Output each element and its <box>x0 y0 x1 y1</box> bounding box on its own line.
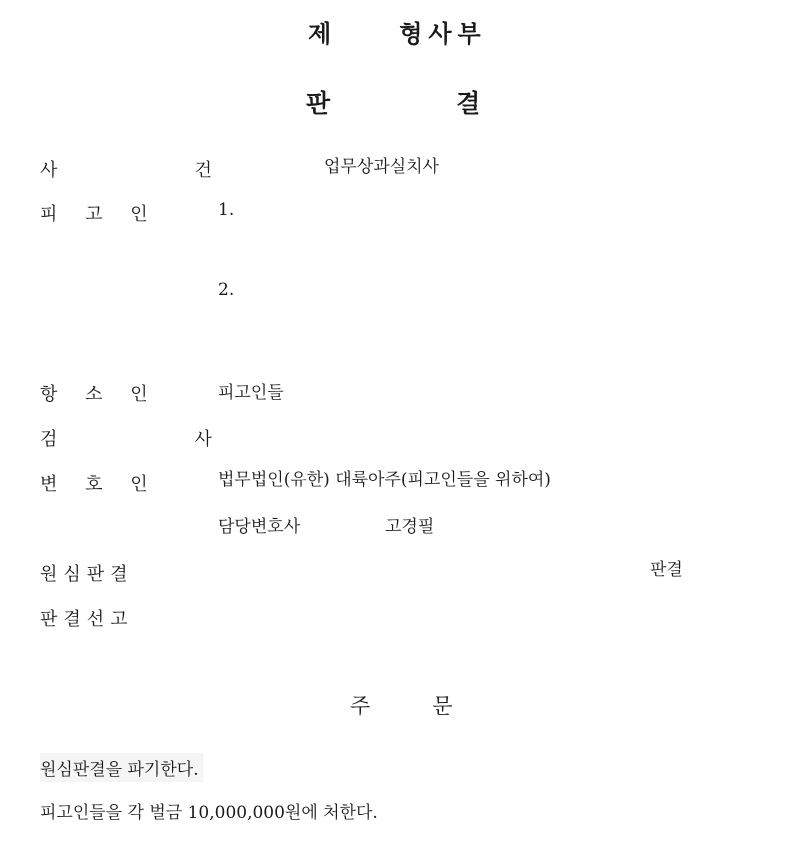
order-title-part2: 문 <box>432 694 453 718</box>
appellant-label: 항 소 인 <box>40 384 148 405</box>
counsel-attorney-label: 담당변호사 <box>218 517 301 537</box>
original-judgment-value: 판결 <box>650 560 683 580</box>
prosecutor-label: 검 사 <box>40 429 212 450</box>
counsel-attorney-name: 고경필 <box>385 517 435 537</box>
case-value: 업무상과실치사 <box>324 157 439 177</box>
original-judgment-label: 원심판결 <box>40 564 134 585</box>
defendant-2: 2. <box>218 280 235 300</box>
case-label: 사 건 <box>40 160 212 181</box>
defendant-1: 1. <box>218 200 235 220</box>
order-line-1: 원심판결을 파기한다. <box>40 753 203 782</box>
counsel-value: 법무법인(유한) 대륙아주(피고인들을 위하여) <box>218 470 551 490</box>
document-title <box>306 84 480 120</box>
court-name <box>308 14 487 49</box>
order-section-title <box>350 690 453 720</box>
document-title-part1: 판 <box>306 89 331 118</box>
document-title-part2: 결 <box>456 89 481 118</box>
sentencing-label: 판결선고 <box>40 609 134 630</box>
counsel-label: 변 호 인 <box>40 474 148 495</box>
order-line-2: 피고인들을 각 벌금 10,000,000원에 처한다. <box>40 803 378 823</box>
court-name-part2: 형사부 <box>399 20 487 48</box>
order-title-part1: 주 <box>350 694 371 718</box>
defendant-label: 피 고 인 <box>40 204 148 225</box>
appellant-value: 피고인들 <box>218 383 284 403</box>
court-name-part1: 제 <box>308 20 332 48</box>
